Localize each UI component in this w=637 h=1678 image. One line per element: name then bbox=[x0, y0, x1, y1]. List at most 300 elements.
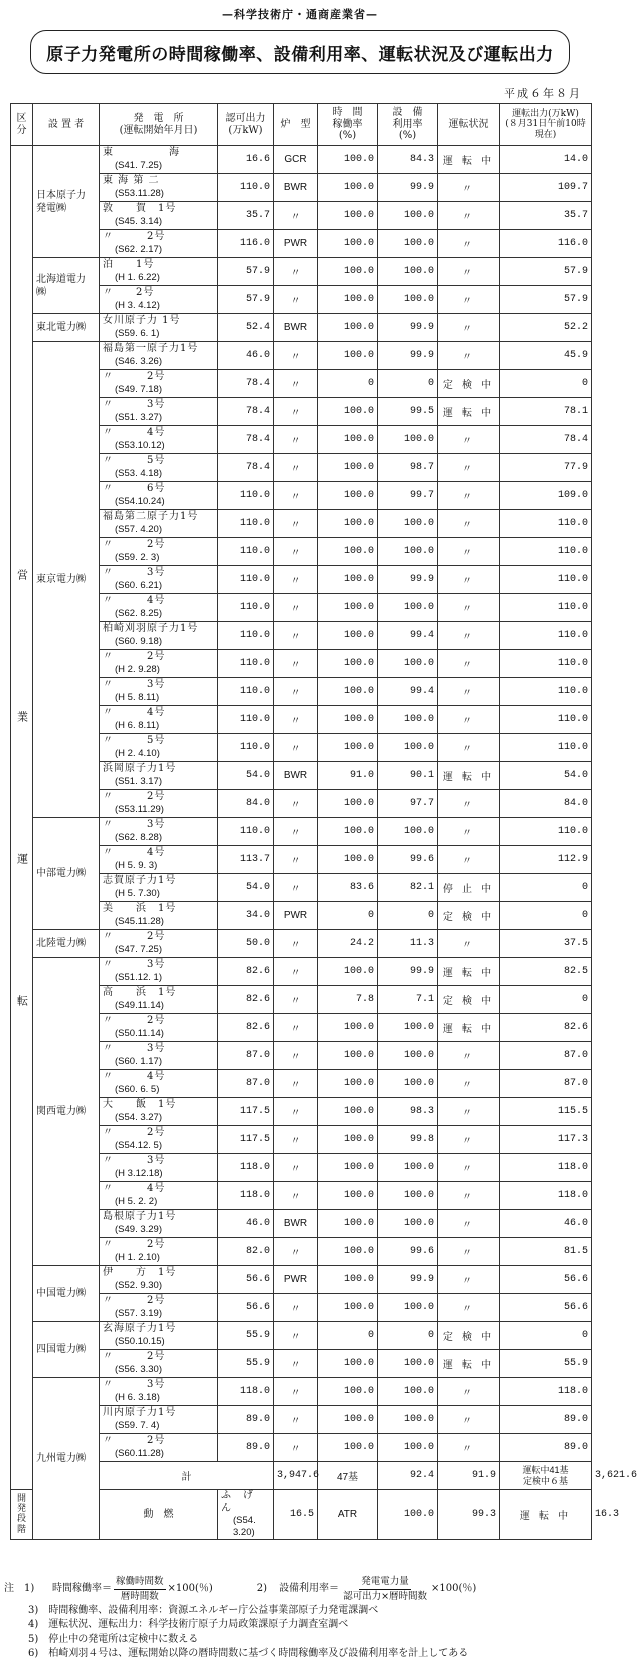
reactor-type-cell: 〃 bbox=[274, 1434, 318, 1462]
plant-name: 浜岡原子力1号 bbox=[103, 763, 177, 775]
status-cell: 〃 bbox=[438, 734, 500, 762]
plant-cell bbox=[100, 1154, 218, 1182]
plant-name: 〃 2号 bbox=[103, 371, 166, 383]
plant-cell bbox=[100, 790, 218, 818]
reactor-type-cell: 〃 bbox=[274, 1182, 318, 1210]
util-rate-cell: 100.0 bbox=[378, 538, 438, 566]
company-name: 関西電力㈱ bbox=[33, 958, 100, 1266]
table-row bbox=[11, 1266, 592, 1294]
plant-start-date: (S60. 6. 5) bbox=[115, 1083, 160, 1095]
col-output: 運転出力(万kW) (８月31日午前10時現在) bbox=[500, 104, 592, 146]
page-title bbox=[30, 30, 570, 74]
plant-cell bbox=[100, 1350, 218, 1378]
util-rate-cell: 100.0 bbox=[378, 230, 438, 258]
capacity-cell: 82.6 bbox=[218, 1014, 274, 1042]
capacity-cell: 52.4 bbox=[218, 314, 274, 342]
dev-row: 開発 段階 動 燃 ふ げ ん (S54. 3.20) 16.5 ATR 100.0 99.3 運 転 中 16.3 bbox=[11, 1490, 592, 1540]
plant-cell bbox=[100, 146, 218, 174]
plant-start-date: (H 6. 3.18) bbox=[115, 1391, 160, 1403]
plant-start-date: (S60.11.28) bbox=[115, 1447, 164, 1459]
util-rate-cell: 100.0 bbox=[378, 594, 438, 622]
time-rate-cell: 100.0 bbox=[318, 230, 378, 258]
capacity-cell: 78.4 bbox=[218, 454, 274, 482]
util-rate-cell: 100.0 bbox=[378, 202, 438, 230]
time-rate-cell: 100.0 bbox=[318, 510, 378, 538]
time-rate-cell: 91.0 bbox=[318, 762, 378, 790]
output-cell: 117.3 bbox=[500, 1126, 592, 1154]
reactor-type-cell: 〃 bbox=[274, 426, 318, 454]
col-setchisha: 設 置 者 bbox=[33, 104, 100, 146]
output-cell: 78.1 bbox=[500, 398, 592, 426]
output-cell: 55.9 bbox=[500, 1350, 592, 1378]
plant-cell bbox=[100, 1434, 218, 1462]
util-rate-cell: 100.0 bbox=[378, 286, 438, 314]
plant-name: 〃 2号 bbox=[103, 1435, 166, 1447]
util-rate-cell: 97.7 bbox=[378, 790, 438, 818]
util-rate-cell: 100.0 bbox=[378, 1406, 438, 1434]
table-row bbox=[11, 1322, 592, 1350]
plant-cell bbox=[100, 538, 218, 566]
plant-cell bbox=[100, 1070, 218, 1098]
company-name: 中部電力㈱ bbox=[33, 818, 100, 930]
output-cell: 37.5 bbox=[500, 930, 592, 958]
plant-name: 〃 2号 bbox=[103, 1295, 166, 1307]
time-rate-cell: 100.0 bbox=[318, 1350, 378, 1378]
time-rate-cell: 100.0 bbox=[318, 1042, 378, 1070]
status-cell: 運 転 中 bbox=[438, 1014, 500, 1042]
util-rate-cell: 99.9 bbox=[378, 958, 438, 986]
status-cell: 〃 bbox=[438, 454, 500, 482]
dev-status: 運 転 中 bbox=[500, 1490, 592, 1540]
company-name: 東京電力㈱ bbox=[33, 342, 100, 818]
plant-cell bbox=[100, 1042, 218, 1070]
output-cell: 110.0 bbox=[500, 678, 592, 706]
util-rate-cell: 99.9 bbox=[378, 174, 438, 202]
plant-start-date: (S59. 7. 4) bbox=[115, 1419, 160, 1431]
util-rate-cell: 99.9 bbox=[378, 1266, 438, 1294]
plant-start-date: (S46. 3.26) bbox=[115, 355, 162, 367]
time-rate-cell: 100.0 bbox=[318, 314, 378, 342]
plant-name: 柏崎刈羽原子力1号 bbox=[103, 623, 199, 635]
plant-cell bbox=[100, 510, 218, 538]
plant-name: 〃 3号 bbox=[103, 1379, 166, 1391]
plant-name: 〃 2号 bbox=[103, 791, 166, 803]
output-cell: 118.0 bbox=[500, 1154, 592, 1182]
time-rate-cell: 100.0 bbox=[318, 790, 378, 818]
plant-cell bbox=[100, 1238, 218, 1266]
reactor-type-cell: GCR bbox=[274, 146, 318, 174]
plant-start-date: (S56. 3.30) bbox=[115, 1363, 162, 1375]
plant-name: 〃 4号 bbox=[103, 1071, 166, 1083]
time-rate-cell: 0 bbox=[318, 902, 378, 930]
status-cell: 〃 bbox=[438, 426, 500, 454]
capacity-cell: 110.0 bbox=[218, 734, 274, 762]
capacity-cell: 110.0 bbox=[218, 482, 274, 510]
time-rate-cell: 7.8 bbox=[318, 986, 378, 1014]
capacity-cell: 110.0 bbox=[218, 678, 274, 706]
plant-start-date: (S51.12. 1) bbox=[115, 971, 162, 983]
status-cell: 〃 bbox=[438, 1266, 500, 1294]
plant-cell bbox=[100, 1098, 218, 1126]
status-cell: 〃 bbox=[438, 1434, 500, 1462]
output-cell: 78.4 bbox=[500, 426, 592, 454]
output-cell: 14.0 bbox=[500, 146, 592, 174]
plant-name: 高 浜 1号 bbox=[103, 987, 177, 999]
plant-start-date: (S41. 7.25) bbox=[115, 159, 162, 171]
output-cell: 56.6 bbox=[500, 1266, 592, 1294]
capacity-cell: 89.0 bbox=[218, 1434, 274, 1462]
plant-start-date: (S50.11.14) bbox=[115, 1027, 164, 1039]
reactor-type-cell: 〃 bbox=[274, 790, 318, 818]
capacity-cell: 56.6 bbox=[218, 1294, 274, 1322]
output-cell: 110.0 bbox=[500, 734, 592, 762]
company-name: 九州電力㈱ bbox=[33, 1378, 100, 1540]
reactor-type-cell: 〃 bbox=[274, 706, 318, 734]
plant-cell bbox=[100, 398, 218, 426]
util-rate-cell: 100.0 bbox=[378, 510, 438, 538]
plant-cell bbox=[100, 1126, 218, 1154]
company-name: 四国電力㈱ bbox=[33, 1322, 100, 1378]
reactor-type-cell: 〃 bbox=[274, 874, 318, 902]
plant-name: 〃 2号 bbox=[103, 287, 155, 299]
util-rate-cell: 100.0 bbox=[378, 734, 438, 762]
plant-start-date: (S45.11.28) bbox=[115, 915, 164, 927]
util-rate-cell: 99.4 bbox=[378, 622, 438, 650]
util-rate-cell: 82.1 bbox=[378, 874, 438, 902]
time-rate-cell: 100.0 bbox=[318, 1182, 378, 1210]
reactor-type-cell: 〃 bbox=[274, 454, 318, 482]
note-1-2 bbox=[4, 1575, 596, 1604]
output-cell: 115.5 bbox=[500, 1098, 592, 1126]
table-row bbox=[11, 314, 592, 342]
plant-name: 敦 賀 1号 bbox=[103, 203, 177, 215]
util-rate-cell: 99.7 bbox=[378, 482, 438, 510]
time-rate-cell: 0 bbox=[318, 1322, 378, 1350]
plant-cell bbox=[100, 1210, 218, 1238]
status-cell: 〃 bbox=[438, 1406, 500, 1434]
status-cell: 〃 bbox=[438, 706, 500, 734]
status-cell: 〃 bbox=[438, 202, 500, 230]
status-cell: 停 止 中 bbox=[438, 874, 500, 902]
time-rate-cell: 100.0 bbox=[318, 958, 378, 986]
note-2-tail: ×100(％) bbox=[431, 1583, 477, 1595]
reactor-type-cell: 〃 bbox=[274, 594, 318, 622]
dev-reactor-type: ATR bbox=[318, 1490, 378, 1540]
capacity-cell: 118.0 bbox=[218, 1182, 274, 1210]
status-cell: 〃 bbox=[438, 790, 500, 818]
time-rate-cell: 100.0 bbox=[318, 482, 378, 510]
reactor-type-cell: 〃 bbox=[274, 1070, 318, 1098]
company-name: 東北電力㈱ bbox=[33, 314, 100, 342]
section-kaihatsu: 開発 段階 bbox=[11, 1490, 33, 1540]
reactor-type-cell: 〃 bbox=[274, 930, 318, 958]
col-reactor: 炉 型 bbox=[274, 104, 318, 146]
plant-cell bbox=[100, 230, 218, 258]
capacity-cell: 82.6 bbox=[218, 958, 274, 986]
output-cell: 82.5 bbox=[500, 958, 592, 986]
reactor-type-cell: 〃 bbox=[274, 1014, 318, 1042]
status-cell: 運 転 中 bbox=[438, 958, 500, 986]
total-row: 計 3,947.6 47基 92.4 91.9 運転中41基 定検中６基 3,621.6 bbox=[11, 1462, 592, 1490]
reactor-type-cell: 〃 bbox=[274, 622, 318, 650]
util-rate-cell: 100.0 bbox=[378, 1350, 438, 1378]
util-rate-cell: 100.0 bbox=[378, 1154, 438, 1182]
plant-start-date: (H 6. 8.11) bbox=[115, 719, 160, 731]
output-cell: 77.9 bbox=[500, 454, 592, 482]
util-rate-cell: 90.1 bbox=[378, 762, 438, 790]
util-rate-cell: 99.5 bbox=[378, 398, 438, 426]
status-cell: 〃 bbox=[438, 258, 500, 286]
reactor-type-cell: 〃 bbox=[274, 1154, 318, 1182]
util-rate-cell: 100.0 bbox=[378, 1014, 438, 1042]
plant-cell bbox=[100, 342, 218, 370]
reactor-type-cell: 〃 bbox=[274, 986, 318, 1014]
status-cell: 〃 bbox=[438, 818, 500, 846]
util-rate-cell: 100.0 bbox=[378, 1042, 438, 1070]
output-cell: 57.9 bbox=[500, 258, 592, 286]
capacity-cell: 82.0 bbox=[218, 1238, 274, 1266]
plant-cell bbox=[100, 846, 218, 874]
output-cell: 112.9 bbox=[500, 846, 592, 874]
util-rate-cell: 100.0 bbox=[378, 1378, 438, 1406]
status-cell: 〃 bbox=[438, 342, 500, 370]
plant-start-date: (S45. 3.14) bbox=[115, 215, 162, 227]
plant-start-date: (S51. 3.17) bbox=[115, 775, 162, 787]
output-cell: 81.5 bbox=[500, 1238, 592, 1266]
time-rate-cell: 100.0 bbox=[318, 146, 378, 174]
output-cell: 110.0 bbox=[500, 706, 592, 734]
section-eigyo: 営 業 運 転 bbox=[11, 146, 33, 1490]
status-cell: 運 転 中 bbox=[438, 146, 500, 174]
time-rate-cell: 100.0 bbox=[318, 1434, 378, 1462]
col-plant: 発 電 所 (運転開始年月日) bbox=[100, 104, 218, 146]
plant-name: 〃 3号 bbox=[103, 959, 166, 971]
plant-name: 〃 4号 bbox=[103, 427, 166, 439]
capacity-cell: 118.0 bbox=[218, 1154, 274, 1182]
capacity-cell: 89.0 bbox=[218, 1406, 274, 1434]
util-rate-cell: 100.0 bbox=[378, 426, 438, 454]
note-2-numerator: 発電電力量 bbox=[359, 1575, 411, 1590]
total-time-rate: 92.4 bbox=[378, 1462, 438, 1490]
capacity-cell: 117.5 bbox=[218, 1126, 274, 1154]
plant-start-date: (H 2. 9.28) bbox=[115, 663, 160, 675]
time-rate-cell: 100.0 bbox=[318, 174, 378, 202]
util-rate-cell: 7.1 bbox=[378, 986, 438, 1014]
time-rate-cell: 100.0 bbox=[318, 622, 378, 650]
company-name: 中国電力㈱ bbox=[33, 1266, 100, 1322]
plant-name: 女川原子力 1号 bbox=[103, 315, 181, 327]
time-rate-cell: 100.0 bbox=[318, 650, 378, 678]
plant-start-date: (H 5. 9. 3) bbox=[115, 859, 158, 871]
note-3: 3) 時間稼働率、設備利用率：資源エネルギー庁公益事業部原子力発電課調べ bbox=[28, 1604, 379, 1616]
capacity-cell: 110.0 bbox=[218, 650, 274, 678]
status-cell: 〃 bbox=[438, 1126, 500, 1154]
time-rate-cell: 100.0 bbox=[318, 1070, 378, 1098]
plant-cell bbox=[100, 1182, 218, 1210]
plant-start-date: (S51. 3.27) bbox=[115, 411, 162, 423]
capacity-cell: 46.0 bbox=[218, 342, 274, 370]
output-cell: 118.0 bbox=[500, 1182, 592, 1210]
table-row bbox=[11, 818, 592, 846]
time-rate-cell: 0 bbox=[318, 370, 378, 398]
company-name: 北陸電力㈱ bbox=[33, 930, 100, 958]
plant-start-date: (H 3. 4.12) bbox=[115, 299, 160, 311]
note-1-text: 時間稼働率＝ bbox=[52, 1583, 112, 1595]
time-rate-cell: 100.0 bbox=[318, 1406, 378, 1434]
plant-start-date: (S49.11.14) bbox=[115, 999, 164, 1011]
plant-cell bbox=[100, 650, 218, 678]
util-rate-cell: 100.0 bbox=[378, 818, 438, 846]
note-2-label: 2) bbox=[256, 1583, 268, 1595]
capacity-cell: 110.0 bbox=[218, 538, 274, 566]
util-rate-cell: 100.0 bbox=[378, 650, 438, 678]
plant-name: 〃 5号 bbox=[103, 455, 166, 467]
plant-cell bbox=[100, 454, 218, 482]
plant-start-date: (H 1. 6.22) bbox=[115, 271, 160, 283]
plant-start-date: (H 5. 7.30) bbox=[115, 887, 160, 899]
plant-start-date: (H 1. 2.10) bbox=[115, 1251, 160, 1263]
status-cell: 〃 bbox=[438, 1042, 500, 1070]
reactor-type-cell: BWR bbox=[274, 174, 318, 202]
reactor-type-cell: 〃 bbox=[274, 398, 318, 426]
table-row bbox=[11, 342, 592, 370]
plant-cell bbox=[100, 734, 218, 762]
util-rate-cell: 99.8 bbox=[378, 1126, 438, 1154]
company-name: 日本原子力 発電㈱ bbox=[33, 146, 100, 258]
time-rate-cell: 100.0 bbox=[318, 1210, 378, 1238]
output-cell: 116.0 bbox=[500, 230, 592, 258]
output-cell: 45.9 bbox=[500, 342, 592, 370]
plant-name: 玄海原子力1号 bbox=[103, 1323, 177, 1335]
plant-table bbox=[10, 103, 637, 1540]
util-rate-cell: 0 bbox=[378, 902, 438, 930]
plant-cell bbox=[100, 818, 218, 846]
plant-cell bbox=[100, 426, 218, 454]
reactor-type-cell: 〃 bbox=[274, 734, 318, 762]
note-1-denominator: 暦時間数 bbox=[120, 1590, 159, 1602]
plant-cell bbox=[100, 762, 218, 790]
table-row bbox=[11, 958, 592, 986]
status-cell: 〃 bbox=[438, 1210, 500, 1238]
plant-name: 〃 5号 bbox=[103, 735, 166, 747]
output-cell: 89.0 bbox=[500, 1434, 592, 1462]
plant-name: 東 海 第 二 bbox=[103, 175, 160, 187]
plant-cell bbox=[100, 202, 218, 230]
dev-time-rate: 100.0 bbox=[378, 1490, 438, 1540]
status-cell: 〃 bbox=[438, 930, 500, 958]
time-rate-cell: 100.0 bbox=[318, 566, 378, 594]
status-cell: 〃 bbox=[438, 566, 500, 594]
plant-name: 〃 4号 bbox=[103, 707, 166, 719]
plant-start-date: (S62. 8.28) bbox=[115, 831, 162, 843]
util-rate-cell: 99.4 bbox=[378, 678, 438, 706]
plant-start-date: (S57. 3.19) bbox=[115, 1307, 162, 1319]
reactor-type-cell: 〃 bbox=[274, 958, 318, 986]
output-cell: 110.0 bbox=[500, 510, 592, 538]
status-cell: 〃 bbox=[438, 510, 500, 538]
capacity-cell: 55.9 bbox=[218, 1350, 274, 1378]
status-cell: 〃 bbox=[438, 538, 500, 566]
plant-start-date: (S62. 2.17) bbox=[115, 243, 162, 255]
col-kubun: 区分 bbox=[11, 104, 33, 146]
plant-name: 〃 2号 bbox=[103, 1015, 166, 1027]
reactor-type-cell: PWR bbox=[274, 230, 318, 258]
status-cell: 〃 bbox=[438, 650, 500, 678]
util-rate-cell: 100.0 bbox=[378, 1070, 438, 1098]
reactor-type-cell: 〃 bbox=[274, 650, 318, 678]
plant-cell bbox=[100, 958, 218, 986]
plant-name: 〃 3号 bbox=[103, 1043, 166, 1055]
plant-name: 〃 4号 bbox=[103, 595, 166, 607]
status-cell: 運 転 中 bbox=[438, 1350, 500, 1378]
util-rate-cell: 99.6 bbox=[378, 1238, 438, 1266]
col-status: 運転状況 bbox=[438, 104, 500, 146]
plant-name: 〃 3号 bbox=[103, 819, 166, 831]
capacity-cell: 16.6 bbox=[218, 146, 274, 174]
output-cell: 56.6 bbox=[500, 1294, 592, 1322]
capacity-cell: 113.7 bbox=[218, 846, 274, 874]
plant-start-date: (S57. 4.20) bbox=[115, 523, 162, 535]
total-status: 運転中41基 定検中６基 bbox=[500, 1462, 592, 1490]
plant-cell bbox=[100, 706, 218, 734]
plant-name: 〃 3号 bbox=[103, 1155, 166, 1167]
plant-name: 福島第二原子力1号 bbox=[103, 511, 199, 523]
plant-start-date: (S60. 6.21) bbox=[115, 579, 162, 591]
status-cell: 〃 bbox=[438, 622, 500, 650]
capacity-cell: 57.9 bbox=[218, 258, 274, 286]
capacity-cell: 110.0 bbox=[218, 510, 274, 538]
reactor-type-cell: 〃 bbox=[274, 566, 318, 594]
plant-start-date: (S59. 2. 3) bbox=[115, 551, 160, 563]
col-util-rate: 設 備 利用率 (%) bbox=[378, 104, 438, 146]
plant-name: 〃 2号 bbox=[103, 539, 166, 551]
plant-cell bbox=[100, 1378, 218, 1406]
plant-start-date: (S54.10.24) bbox=[115, 495, 165, 507]
plant-name: 〃 2号 bbox=[103, 1239, 166, 1251]
capacity-cell: 87.0 bbox=[218, 1042, 274, 1070]
reactor-type-cell: 〃 bbox=[274, 202, 318, 230]
col-capacity: 認可出力 (万kW) bbox=[218, 104, 274, 146]
note-2-fraction bbox=[341, 1575, 429, 1604]
status-cell: 〃 bbox=[438, 230, 500, 258]
plant-name: 〃 2号 bbox=[103, 1351, 166, 1363]
time-rate-cell: 100.0 bbox=[318, 678, 378, 706]
output-cell: 87.0 bbox=[500, 1042, 592, 1070]
util-rate-cell: 100.0 bbox=[378, 258, 438, 286]
plant-start-date: (S54. 3.27) bbox=[115, 1111, 162, 1123]
plant-start-date: (S59. 6. 1) bbox=[115, 327, 160, 339]
status-cell: 〃 bbox=[438, 286, 500, 314]
plant-start-date: (H 5. 8.11) bbox=[115, 691, 160, 703]
status-cell: 〃 bbox=[438, 1098, 500, 1126]
reactor-type-cell: 〃 bbox=[274, 1238, 318, 1266]
plant-name: 〃 3号 bbox=[103, 567, 166, 579]
plant-cell bbox=[100, 678, 218, 706]
note-1-fraction bbox=[114, 1575, 166, 1604]
reactor-type-cell: 〃 bbox=[274, 678, 318, 706]
time-rate-cell: 100.0 bbox=[318, 454, 378, 482]
util-rate-cell: 99.9 bbox=[378, 566, 438, 594]
reactor-type-cell: 〃 bbox=[274, 1126, 318, 1154]
plant-name: 〃 3号 bbox=[103, 679, 166, 691]
reactor-type-cell: BWR bbox=[274, 314, 318, 342]
plant-start-date: (H 2. 4.10) bbox=[115, 747, 160, 759]
status-cell: 〃 bbox=[438, 1238, 500, 1266]
status-cell: 〃 bbox=[438, 1070, 500, 1098]
output-cell: 46.0 bbox=[500, 1210, 592, 1238]
reactor-type-cell: 〃 bbox=[274, 510, 318, 538]
capacity-cell: 110.0 bbox=[218, 594, 274, 622]
